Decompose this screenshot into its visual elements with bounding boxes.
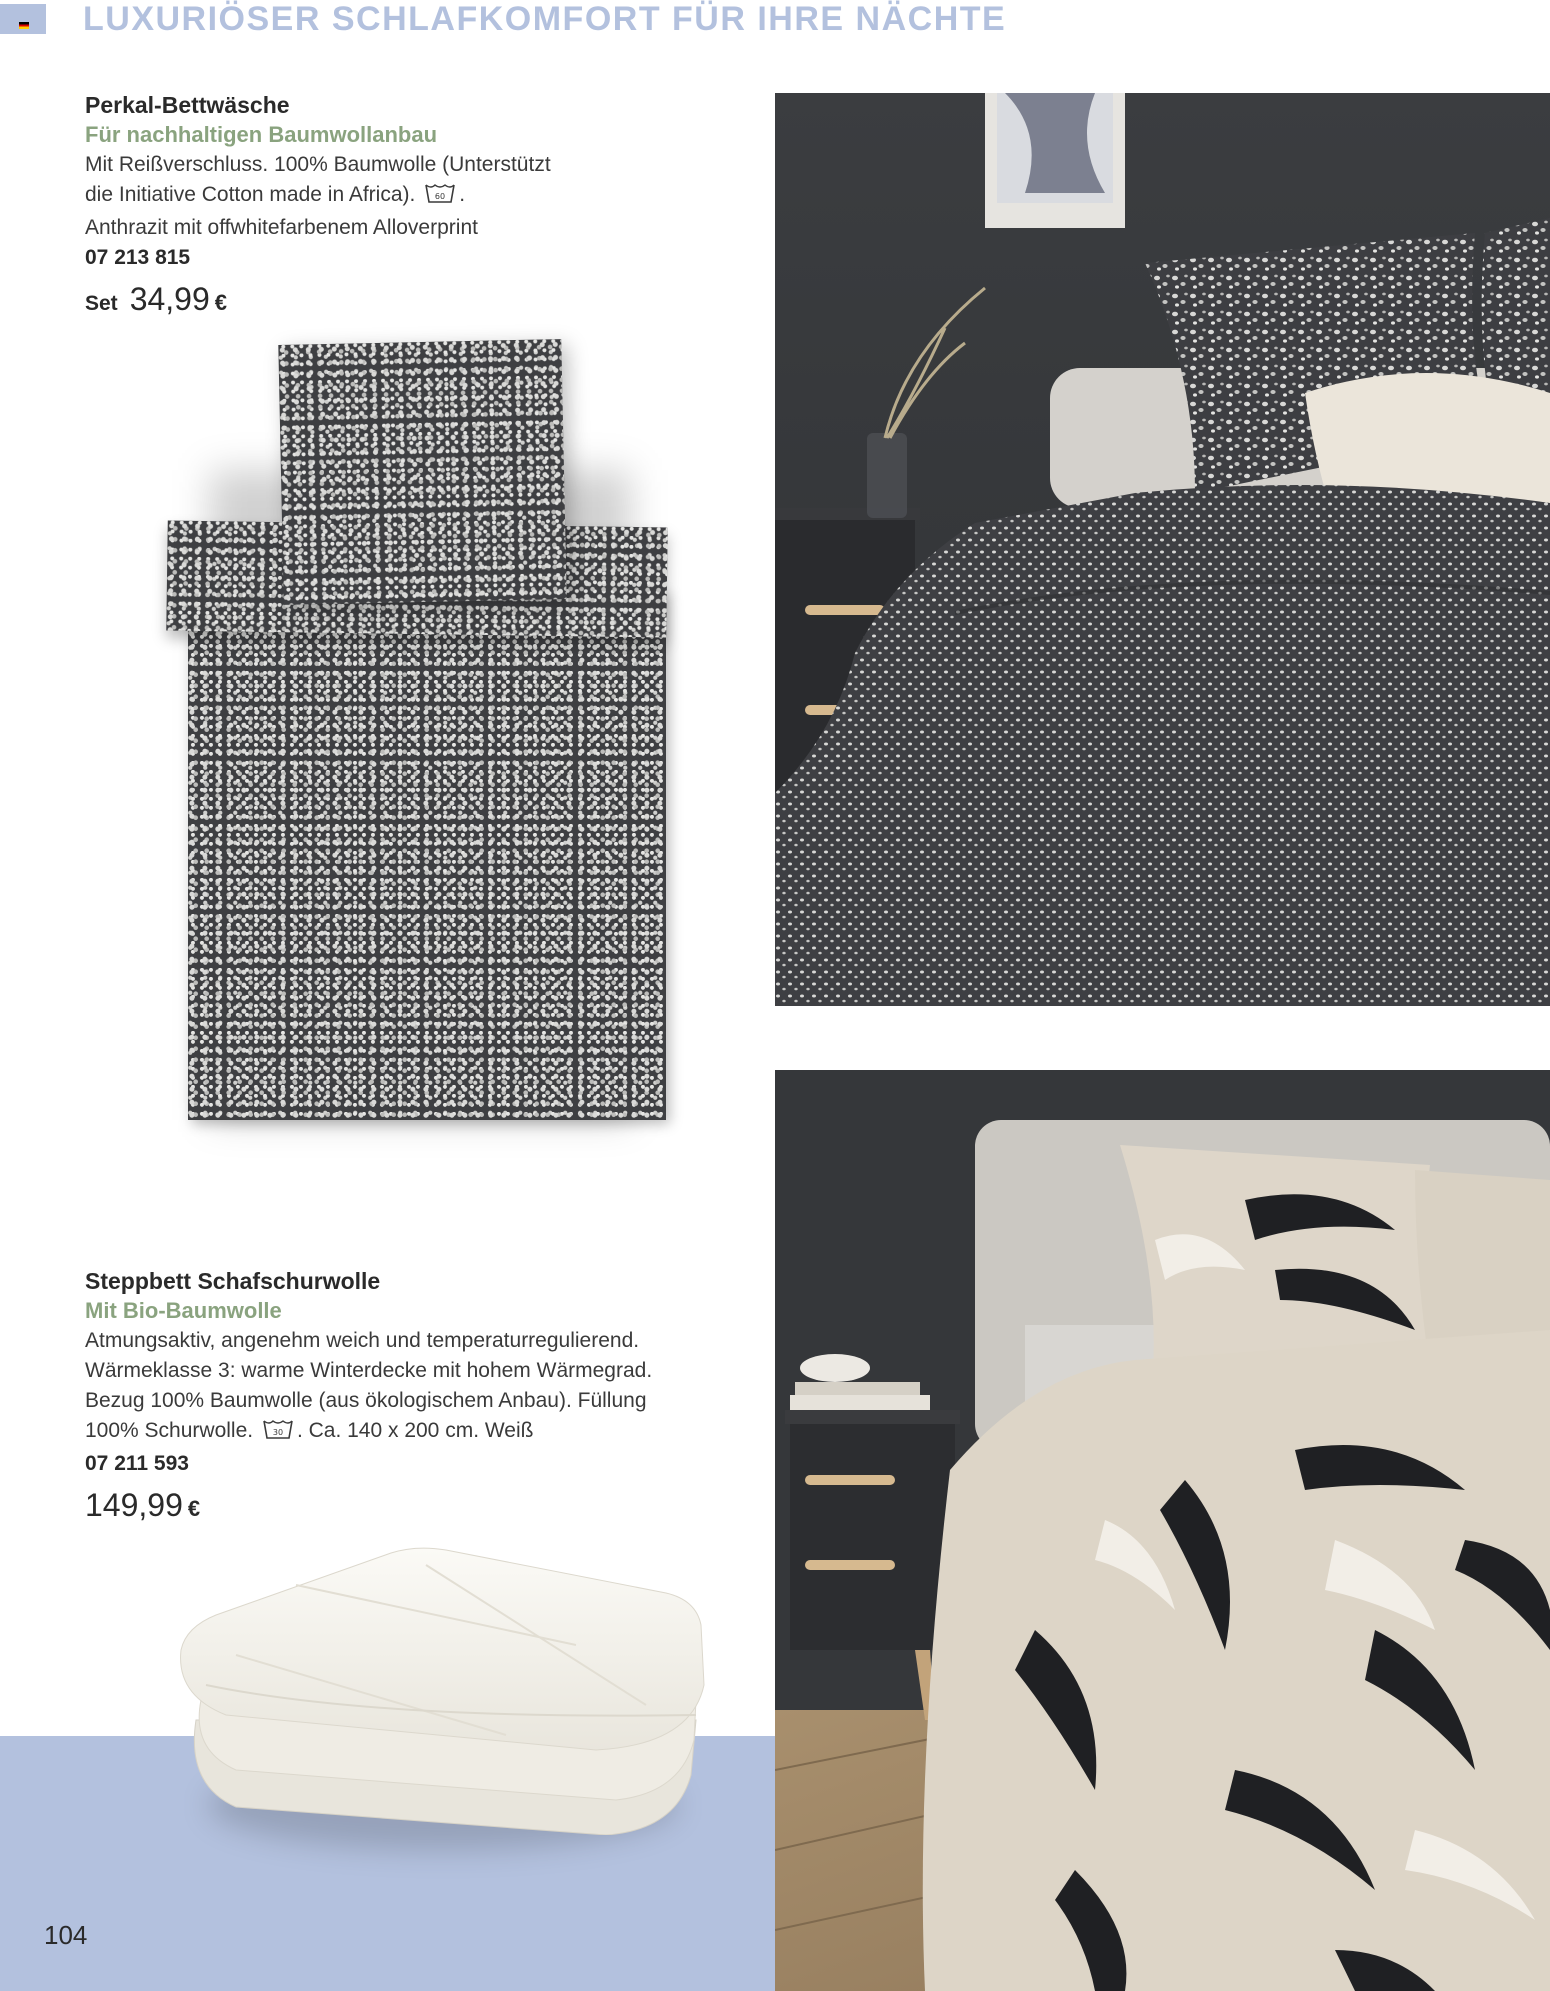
price-value: 34,99 bbox=[129, 281, 210, 317]
header-accent-bar bbox=[0, 4, 46, 34]
product-description-line: Bezug 100% Baumwolle (aus ökologischem Anbau). Füllung bbox=[85, 1389, 647, 1412]
product-image-quilt bbox=[168, 1545, 708, 1875]
product-tagline: Für nachhaltigen Baumwollanbau bbox=[85, 122, 438, 147]
pillow-case bbox=[278, 339, 566, 605]
product-description-line: Mit Reißverschluss. 100% Baumwolle (Unterstützt bbox=[85, 153, 551, 176]
product-tagline: Mit Bio-Baumwolle bbox=[85, 1298, 282, 1323]
product-description-text: die Initiative Cotton made in Africa). bbox=[85, 183, 416, 206]
product-description-line: Atmungsaktiv, angenehm weich und temperaturregulierend. bbox=[85, 1329, 640, 1352]
wash-temperature: 30 bbox=[272, 1428, 284, 1437]
page-header-title: LUXURIÖSER SCHLAFKOMFORT FÜR IHRE NÄCHTE bbox=[83, 0, 1007, 38]
product-description-text: . Ca. 140 x 200 cm. Weiß bbox=[296, 1419, 534, 1442]
product-description-line: Anthrazit mit offwhitefarbenem Alloverprint bbox=[85, 216, 478, 239]
product-steppbett-schafschurwolle bbox=[85, 1266, 725, 1524]
product-name: Steppbett Schafschurwolle bbox=[85, 1268, 381, 1294]
price-currency: € bbox=[187, 1496, 201, 1521]
price-unit: Set bbox=[85, 292, 118, 315]
product-perkal-bettwaesche bbox=[85, 90, 725, 318]
product-image-bedding-set bbox=[160, 340, 680, 1130]
price-row bbox=[85, 281, 725, 318]
page-number: 104 bbox=[44, 1920, 88, 1950]
article-number: 07 213 815 bbox=[85, 246, 191, 269]
price-currency: € bbox=[214, 290, 228, 315]
duvet-cover bbox=[188, 590, 666, 1120]
product-name: Perkal-Bettwäsche bbox=[85, 92, 290, 118]
wash-symbol-icon bbox=[425, 182, 455, 213]
product-description-text: 100% Schurwolle. bbox=[85, 1419, 254, 1442]
germany-flag-icon bbox=[19, 22, 29, 29]
wash-symbol-icon bbox=[263, 1418, 293, 1449]
folded-quilt bbox=[176, 1545, 706, 1835]
product-description-line bbox=[85, 1416, 725, 1449]
lifestyle-photo-dark-bedroom bbox=[775, 93, 1550, 1006]
product-description-line bbox=[85, 180, 725, 213]
product-description-line: Wärmeklasse 3: warme Winterdecke mit hohem Wärmegrad. bbox=[85, 1359, 653, 1382]
product-description-text: . bbox=[459, 183, 466, 206]
price-value: 149,99 bbox=[85, 1487, 183, 1523]
wash-temperature: 60 bbox=[435, 192, 446, 201]
lifestyle-photo-beige-bedroom bbox=[775, 1070, 1550, 1991]
article-number: 07 211 593 bbox=[85, 1452, 189, 1475]
price-row bbox=[85, 1487, 725, 1524]
